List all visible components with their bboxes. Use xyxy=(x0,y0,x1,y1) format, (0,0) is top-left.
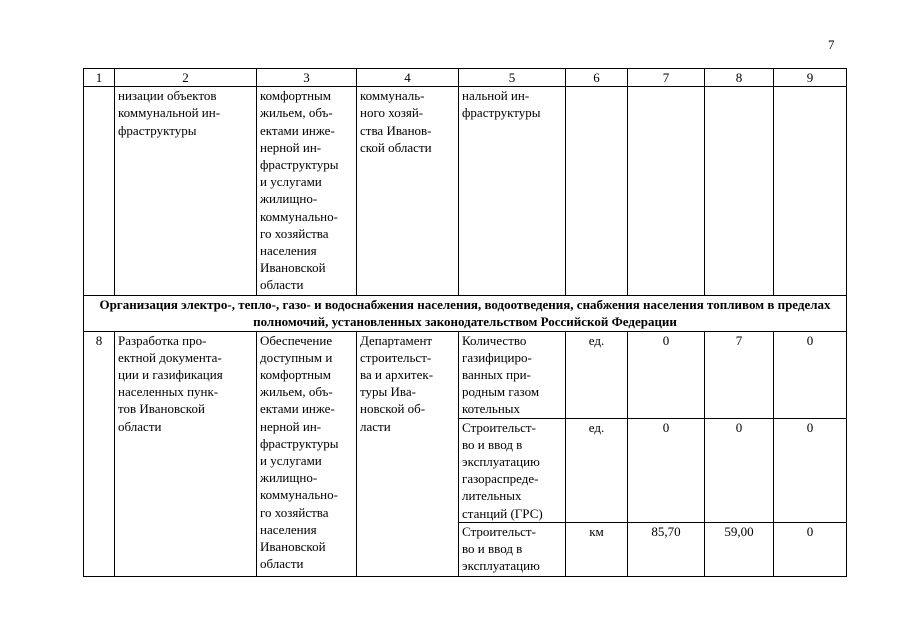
indicator-value-col9: 0 xyxy=(774,418,847,522)
indicator-unit: км xyxy=(566,522,628,576)
indicator-name: Количество газифициро- ванных при- родным газом котельных xyxy=(459,331,566,418)
continued-cell-empty xyxy=(705,87,774,296)
column-number: 5 xyxy=(459,69,566,87)
continued-name-cell: низации объектов коммунальной ин- фраструктуры xyxy=(115,87,257,296)
activity-name: Разработка про- ектной документа- ции и газификация населенных пунк- тов Ивановской области xyxy=(115,331,257,576)
column-number: 2 xyxy=(115,69,257,87)
section-heading: Организация электро-, тепло-, газо- и водоснабжения населения, водоотведения, снабжения населения топливом в пределах полномочий, установленных законодательством Российской Федерации xyxy=(84,296,847,331)
column-number: 4 xyxy=(357,69,459,87)
column-number: 9 xyxy=(774,69,847,87)
column-number: 6 xyxy=(566,69,628,87)
indicator-value-col7: 85,70 xyxy=(628,522,705,576)
indicator-value-col8: 0 xyxy=(705,418,774,522)
indicator-name: Строительст- во и ввод в эксплуатацию газораспреде- лительных станций (ГРС) xyxy=(459,418,566,522)
column-number: 3 xyxy=(257,69,357,87)
column-number: 1 xyxy=(84,69,115,87)
indicator-value-col7: 0 xyxy=(628,418,705,522)
continued-cell-empty xyxy=(774,87,847,296)
continued-indicator-cell: нальной ин- фраструктуры xyxy=(459,87,566,296)
column-number-row xyxy=(84,69,847,87)
indicator-value-col8: 7 xyxy=(705,331,774,418)
continued-goal-cell: комфортным жильем, объ- ектами инже- нерной ин- фраструктуры и услугами жилищно- коммунально- го хозяйства населения Ивановской области xyxy=(257,87,357,296)
table-row xyxy=(84,331,847,418)
activity-goal: Обеспечение доступным и комфортным жильем, объ- ектами инже- нерной ин- фраструктуры и услугами жилищно- коммунально- го хозяйства населения Ивановской области xyxy=(257,331,357,576)
continued-cell-empty xyxy=(84,87,115,296)
activity-executor: Департамент строительст- ва и архитек- туры Ива- новской об- ласти xyxy=(357,331,459,576)
indicator-unit: ед. xyxy=(566,418,628,522)
indicator-value-col8: 59,00 xyxy=(705,522,774,576)
continued-executor-cell: коммуналь- ного хозяй- ства Иванов- ской области xyxy=(357,87,459,296)
indicator-value-col9: 0 xyxy=(774,522,847,576)
row-number: 8 xyxy=(84,331,115,576)
program-table xyxy=(83,68,847,577)
indicator-value-col9: 0 xyxy=(774,331,847,418)
continued-row xyxy=(84,87,847,296)
indicator-name: Строительст- во и ввод в эксплуатацию xyxy=(459,522,566,576)
indicator-unit: ед. xyxy=(566,331,628,418)
continued-cell-empty xyxy=(566,87,628,296)
continued-cell-empty xyxy=(628,87,705,296)
page-number: 7 xyxy=(828,37,835,52)
section-heading-row xyxy=(84,296,847,331)
column-number: 7 xyxy=(628,69,705,87)
indicator-value-col7: 0 xyxy=(628,331,705,418)
column-number: 8 xyxy=(705,69,774,87)
